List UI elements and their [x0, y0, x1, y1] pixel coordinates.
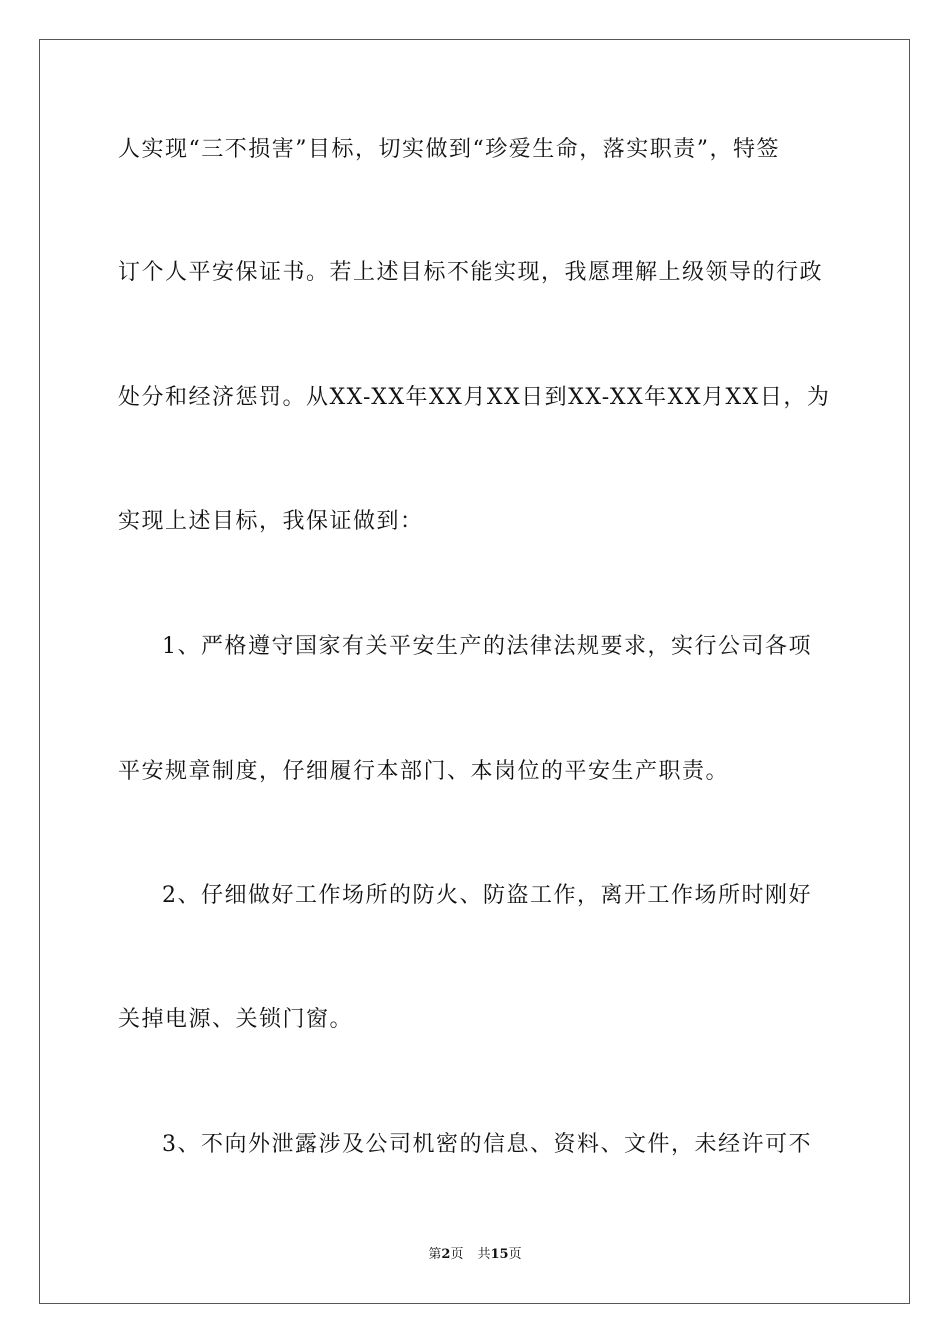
page-prefix: 第	[428, 1247, 442, 1262]
paragraph-line-2: 订个人平安保证书。若上述目标不能实现，我愿理解上级领导的行政	[118, 260, 824, 285]
page-suffix: 页	[450, 1247, 464, 1262]
page-border	[39, 39, 910, 1304]
list-item-3-line-1: 3、不向外泄露涉及公司机密的信息、资料、文件，未经许可不	[162, 1132, 812, 1157]
list-item-1-line-2: 平安规章制度，仔细履行本部门、本岗位的平安生产职责。	[118, 759, 730, 784]
total-prefix: 共	[477, 1247, 491, 1262]
page-footer	[0, 1246, 950, 1264]
list-item-2-line-2: 关掉电源、关锁门窗。	[118, 1007, 354, 1032]
list-item-1-line-1: 1、严格遵守国家有关平安生产的法律法规要求，实行公司各项	[162, 634, 812, 659]
page-number: 2	[441, 1247, 451, 1262]
list-item-2-line-1: 2、仔细做好工作场所的防火、防盗工作，离开工作场所时刚好	[162, 883, 812, 908]
total-suffix: 页	[508, 1247, 522, 1262]
total-pages: 15	[490, 1247, 509, 1262]
paragraph-line-3: 处分和经济惩罚。从XX-XX年XX月XX日到XX-XX年XX月XX日，为	[118, 385, 831, 410]
paragraph-line-4: 实现上述目标，我保证做到：	[118, 509, 424, 534]
paragraph-line-1: 人实现“三不损害”目标，切实做到“珍爱生命，落实职责”，特签	[118, 137, 780, 162]
